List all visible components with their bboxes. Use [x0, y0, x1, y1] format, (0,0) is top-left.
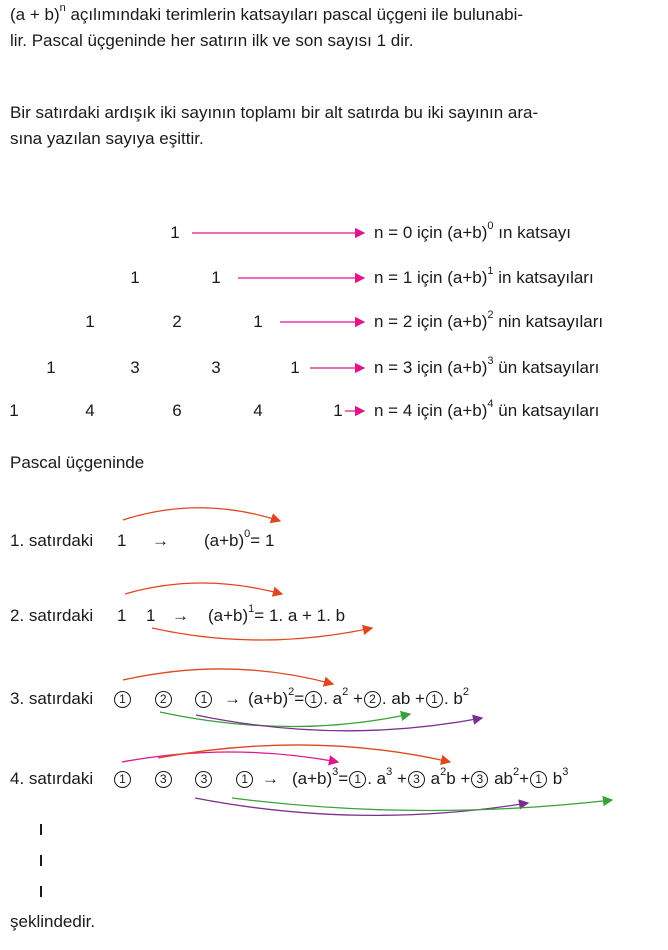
tri-r4-c0: 1	[9, 401, 19, 420]
tri-label-1-exp: 1	[487, 265, 494, 277]
r3-coef-1: 1	[305, 691, 322, 708]
r4-term-3: ab	[489, 769, 513, 788]
tri-label-1	[374, 265, 594, 288]
tri-r1-c1: 1	[211, 268, 221, 287]
r4-circ-0: 1	[114, 771, 131, 788]
tri-label-2-exp: 2	[487, 309, 494, 321]
r3-plus-1: +	[348, 689, 363, 708]
r4-term-3-tail: +	[519, 769, 530, 788]
r2-equation	[208, 603, 346, 626]
r4-term-4: b	[548, 769, 563, 788]
r3-term-3: . b	[443, 689, 463, 708]
tri-label-3-pre: n = 3 için (a+b)	[374, 358, 488, 377]
intro-exponent: n	[59, 2, 66, 14]
r1-num-0: 1	[117, 531, 127, 550]
r3-term-2: . ab +	[381, 689, 425, 708]
r3-arc-green	[160, 712, 410, 727]
r2-num-1: 1	[146, 606, 156, 625]
tri-label-3	[374, 355, 600, 378]
r4-circ-3: 1	[236, 771, 253, 788]
r4-arc-purple	[195, 798, 528, 815]
continuation-mark-3	[40, 886, 42, 897]
r2-num-0: 1	[117, 606, 127, 625]
r1-lhs: (a+b)	[204, 531, 245, 550]
r4-exp: 3	[332, 766, 339, 778]
continuation-mark-2	[40, 855, 42, 866]
r2-lhs: (a+b)	[208, 606, 249, 625]
r2-arc-top	[125, 583, 282, 594]
r3-arc-purple	[196, 715, 482, 731]
tri-label-3-exp: 3	[487, 355, 494, 367]
r2-arc-bottom	[152, 628, 372, 640]
r3-circ-1: 2	[155, 691, 172, 708]
r4-eq: =	[338, 769, 349, 788]
r4-lhs: (a+b)	[292, 769, 333, 788]
r4-term-3-exp: 2	[512, 766, 520, 778]
r4-term-4-exp: 3	[562, 766, 569, 778]
r3-equation	[248, 686, 469, 709]
tri-r4-c1: 4	[85, 401, 95, 420]
tri-r4-c2: 6	[172, 401, 182, 420]
tri-label-2-post: nin katsayıları	[493, 312, 604, 331]
r3-term-3-exp: 2	[462, 686, 469, 698]
r2-exp: 1	[248, 603, 255, 615]
tri-label-0-pre: n = 0 için (a+b)	[374, 223, 488, 242]
r3-arrow: →	[224, 689, 241, 708]
r3-exp: 2	[288, 686, 295, 698]
tri-r2-c1: 2	[172, 312, 182, 331]
r4-term-2-exp: 2	[440, 766, 447, 778]
r2-rhs: = 1. a + 1. b	[254, 606, 346, 625]
r4-circ-group	[113, 769, 254, 789]
r1-exp: 0	[244, 528, 251, 540]
r3-circ-0: 1	[114, 691, 131, 708]
tri-r2-c0: 1	[85, 312, 95, 331]
r1-rhs: = 1	[250, 531, 275, 550]
r4-coef-1: 1	[349, 771, 366, 788]
tri-label-2	[374, 309, 604, 332]
tri-r4-c4: 1	[333, 401, 343, 420]
r2-arrow: →	[172, 606, 189, 625]
intro-line-1: $(a + b)^n$ açılımındaki terimlerin katsayıları pascal üçgeni ile bulunabi-	[10, 2, 524, 24]
tri-r2-c2: 1	[253, 312, 263, 331]
r3-coef-2: 2	[364, 691, 381, 708]
closing-text: şeklindedir.	[10, 912, 96, 931]
tri-r1-c0: 1	[130, 268, 140, 287]
tri-label-4	[374, 398, 600, 421]
r4-circ-2: 3	[195, 771, 212, 788]
r3-label: 3. satırdaki	[10, 689, 94, 708]
r4-circ-1: 3	[155, 771, 172, 788]
r1-label: 1. satırdaki	[10, 531, 94, 550]
tri-r3-c3: 1	[290, 358, 300, 377]
r4-equation	[292, 766, 569, 789]
intro-line-1-text: açılımındaki terimlerin katsayıları pascal üçgeni ile bulunabi-	[65, 5, 524, 24]
intro2-line-1: Bir satırdaki ardışık iki sayının toplamı bir alt satırda bu iki sayının ara-	[10, 103, 539, 122]
tri-label-4-exp: 4	[487, 398, 494, 410]
r4-coef-2: 3	[408, 771, 425, 788]
r4-arrow: →	[262, 769, 279, 788]
r4-term-2: a	[425, 769, 441, 788]
pascal-heading: Pascal üçgeninde	[10, 453, 145, 472]
r4-arc-orange	[158, 745, 450, 762]
tri-r3-c1: 3	[130, 358, 140, 377]
tri-label-4-pre: n = 4 için (a+b)	[374, 401, 488, 420]
r4-term-1: . a	[367, 769, 387, 788]
r3-circ-2: 1	[195, 691, 212, 708]
r4-coef-3: 3	[471, 771, 488, 788]
continuation-mark-1	[40, 824, 42, 835]
r4-label: 4. satırdaki	[10, 769, 94, 788]
r4-term-2-tail: b +	[446, 769, 471, 788]
tri-label-2-pre: n = 2 için (a+b)	[374, 312, 488, 331]
r1-equation	[204, 528, 275, 551]
r3-coef-3: 1	[426, 691, 443, 708]
r2-label: 2. satırdaki	[10, 606, 94, 625]
r3-circ-group	[113, 689, 213, 709]
tri-label-3-post: ün katsayıları	[493, 358, 600, 377]
tri-label-1-pre: n = 1 için (a+b)	[374, 268, 488, 287]
intro-line-2: lir. Pascal üçgeninde her satırın ilk ve son sayısı 1 dir.	[10, 31, 414, 50]
intro2-line-2: sına yazılan sayıya eşittir.	[10, 129, 204, 148]
r1-arrow: →	[152, 531, 169, 550]
tri-r3-c2: 3	[211, 358, 221, 377]
r3-eq: =	[294, 689, 305, 708]
r4-term-1-exp: 3	[386, 766, 393, 778]
tri-r4-c3: 4	[253, 401, 263, 420]
r4-arc-magenta	[122, 752, 338, 762]
tri-label-0	[374, 220, 572, 243]
tri-r0-c0: 1	[170, 223, 180, 242]
tri-label-1-post: in katsayıları	[493, 268, 594, 287]
r3-term-1-exp: 2	[342, 686, 349, 698]
tri-label-4-post: ün katsayıları	[493, 401, 600, 420]
tri-r3-c0: 1	[46, 358, 56, 377]
r3-term-1: . a	[323, 689, 343, 708]
r4-plus-1: +	[392, 769, 407, 788]
r3-lhs: (a+b)	[248, 689, 289, 708]
tri-label-0-exp: 0	[487, 220, 494, 232]
r3-arc-top	[123, 669, 333, 684]
r4-arc-green	[232, 798, 612, 811]
r4-coef-4: 1	[530, 771, 547, 788]
r1-arc-arrow	[123, 508, 280, 521]
tri-label-0-post: ın katsayı	[493, 223, 572, 242]
